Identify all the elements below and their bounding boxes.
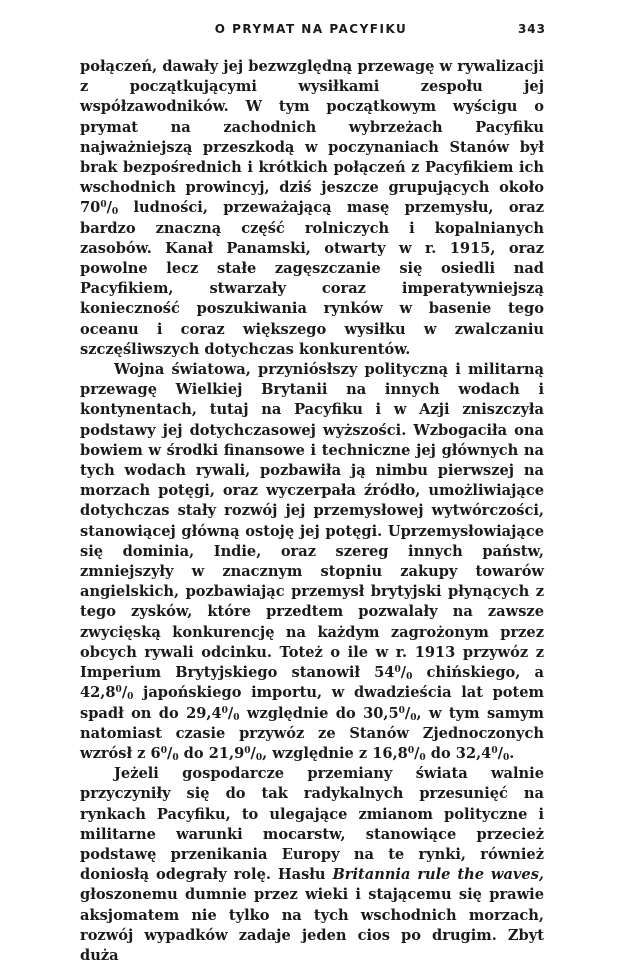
percent-sign-part: 0: [111, 207, 119, 218]
text-run: , względnie z 16,8: [262, 744, 408, 762]
text-run: /: [121, 684, 128, 702]
text-run: Wojna światowa, przyniósłszy polityczną i militarną przewagę Wielkiej Brytanii na innych wodach i kontynentach, tutaj na Pacyfiku i w Azji zniszczyła podstawy jej dotychczasowej wyższości. Wzbogaciła ona bowiem w środki finansowe i techniczne jej głównych na tych wodach rywali, pozbawiła ją nimbu pierwszej na morzach potęgi, oraz wyczerpała źródło, umożliwiające dotychczas stały rozwój jej przemysłowej wytwórczości, stanowiącej główną ostoję jej potęgi. Uprzemysłowiające się dominia, Indie, oraz szereg innych państw, zmniejszyły w znacznym stopniu zakupy towarów angielskich, pozbawiając przemysł brytyjski płynących z tego zysków, które przedtem pozwalały na zawsze zwycięską konkurencję na każdym zagrożonym przez obcych rywali odcinku. Toteż o ile w r. 1913 przywóz z Imperium Brytyjskiego stanowił 54: [80, 361, 544, 682]
percent-sign-part: 0: [172, 752, 179, 763]
text-run: ludności, przeważającą masę przemysłu, oraz bardzo znaczną część rolniczych i kopalnianych zasobów. Kanał Panamski, otwarty w r. 1915, oraz powolne lecz stałe zagęszczanie się osiedli nad Pacyfikiem, stwarzały coraz imperatywniejszą konieczność poszukiwania rynków w basenie tego oceanu i coraz większego wysiłku w zwalczaniu szczęśliwszych dotychczas konkurentów.: [80, 199, 544, 358]
text-run: /: [404, 704, 411, 722]
text-run: głoszonemu dumnie przez wieki i stającemu się prawie aksjomatem nie tylko na tych wschodnich morzach, rozwój wypadków zadaje jeden cios po drugim. Zbyt duża: [80, 886, 544, 964]
percent-sign-part: 0: [160, 745, 167, 756]
page-number: 343: [517, 22, 546, 36]
percent-sign-part: 0: [255, 752, 263, 763]
text-run: /: [106, 199, 112, 217]
percent-sign-part: 0: [419, 752, 426, 763]
paragraph: [80, 57, 544, 360]
body-text: [80, 57, 544, 966]
text-run: /: [166, 744, 173, 762]
text-run: japońskiego importu, w dwadzieścia lat potem spadł on do 29,4: [80, 684, 544, 722]
percent-sign-part: 0: [233, 712, 240, 723]
paragraph: [80, 764, 544, 966]
text-run: chińskiego, a 42,8: [80, 664, 544, 702]
text-run: /: [497, 744, 503, 762]
text-run: do 32,4: [425, 744, 492, 762]
percent-sign-part: 0: [115, 685, 122, 696]
percent-sign-part: 0: [410, 712, 417, 723]
text-run: względnie do 30,5: [239, 704, 399, 722]
text-run: /: [414, 744, 420, 762]
paragraph: [80, 360, 544, 764]
percent-sign-part: 0: [398, 705, 405, 716]
percent-sign-part: 0: [100, 200, 107, 211]
percent-sign-part: 0: [221, 705, 228, 716]
running-head: [76, 22, 546, 42]
text-run: /: [227, 704, 234, 722]
percent-sign-part: 0: [127, 692, 134, 703]
percent-sign-part: 0: [491, 745, 498, 756]
percent-sign-part: 0: [244, 745, 251, 756]
text-run: do 21,9: [178, 744, 245, 762]
percent-sign-part: 0: [502, 752, 510, 763]
text-run: Jeżeli gospodarcze przemiany świata walnie przyczyniły się do tak radykalnych przesunięć na rynkach Pacyfiku, to ulegające zmianom polityczne i militarne warunki mocarstw, stanowiące przecież podstawę przenikania Europy na te rynki, również doniosłą odegrały rolę. Hasłu: [80, 765, 544, 884]
running-title: O PRYMAT NA PACYFIKU: [214, 22, 408, 36]
text-run: /: [400, 664, 407, 682]
text-run: , w tym samym natomiast czasie przywóz ze Stanów Zjednoczonych wzrósł z 6: [80, 704, 544, 762]
text-run: .: [509, 744, 515, 762]
text-run: /: [250, 744, 256, 762]
percent-sign-part: 0: [407, 745, 415, 756]
italic-phrase: Britannia rule the waves,: [332, 866, 544, 884]
text-run: połączeń, dawały jej bezwzględną przewagę w rywalizacji z początkującymi wysiłkami zespołu jej współzawodników. W tym początkowym wyścigu o prymat na zachodnich wybrzeżach Pacyfiku najważniejszą przeszkodą w poczynaniach Stanów był brak bezpośrednich i krótkich połączeń z Pacyfikiem ich wschodnich prowincyj, dziś jeszcze grupujących około 70: [80, 58, 544, 217]
percent-sign-part: 0: [394, 665, 401, 676]
percent-sign-part: 0: [406, 672, 413, 683]
